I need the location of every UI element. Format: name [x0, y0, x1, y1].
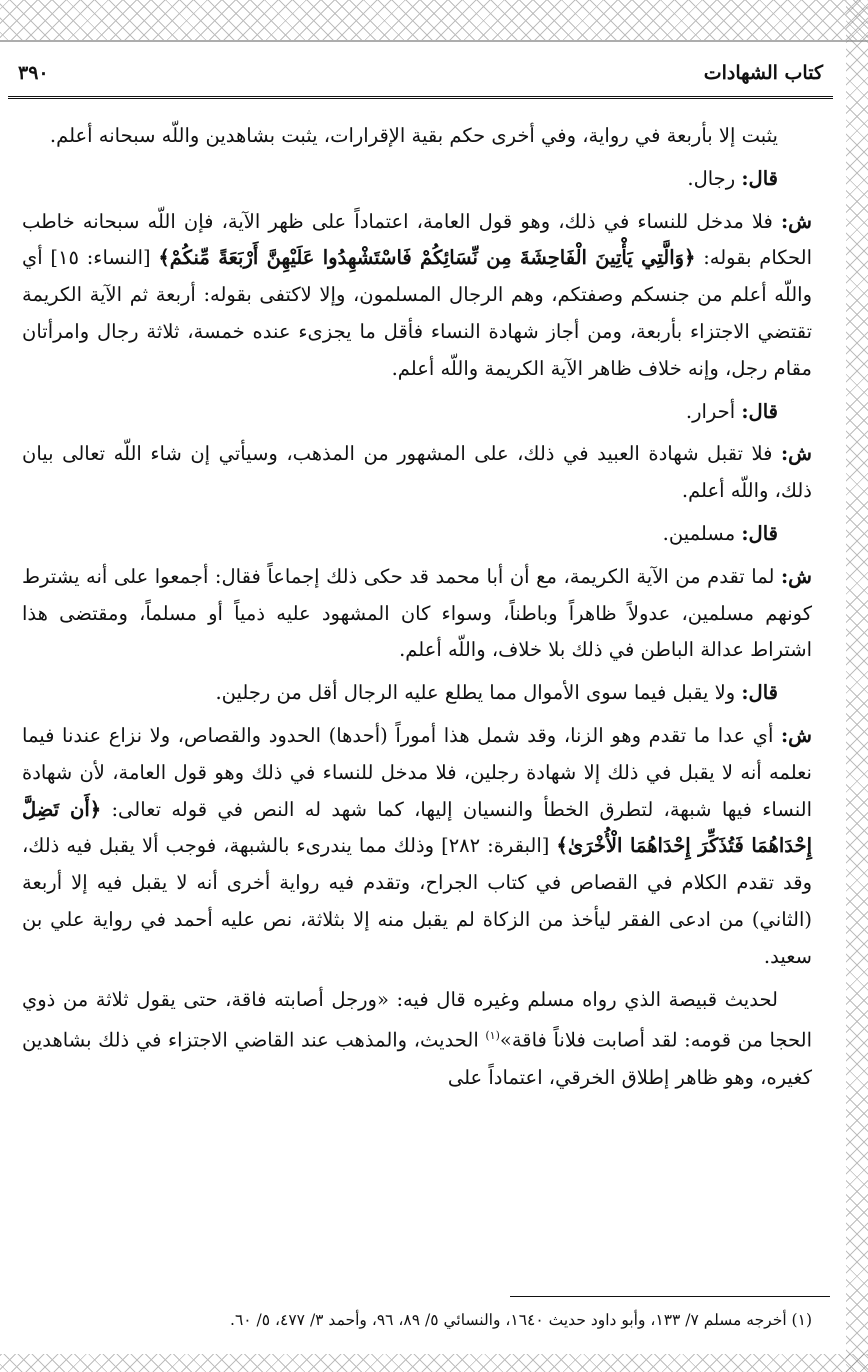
quran-verse: ﴿أَن تَضِلَّ إِحْدَاهُمَا فَتُذَكِّرَ إِحْدَاهُمَا الْأُخْرَىٰ﴾	[22, 797, 812, 858]
speaker-label: قال:	[741, 399, 778, 423]
page-number: ٣٩٠	[18, 62, 49, 84]
footnote-marker: (١)	[485, 1029, 500, 1043]
paragraph	[22, 718, 812, 976]
quran-verse: ﴿وَالَّتِي يَأْتِينَ الْفَاحِشَةَ مِن نِّسَائِكُمْ فَاسْتَشْهِدُوا عَلَيْهِنَّ أَرْبَعَةً مِّنكُمْ﴾	[158, 246, 696, 270]
book-title: كتاب الشهادات	[703, 62, 823, 84]
paragraph-text: لما تقدم من الآية الكريمة، مع أن أبا محمد قد حكى ذلك إجماعاً فقال: أجمعوا على أنه يشترط كونهم مسلمين، عدولاً ظاهراً وباطناً، وسواء كان المشهود عليه ذمياً أو مسلماً، ومقتضى هذا اشتراط عدالة الباطن في ذلك بلا خلاف، واللّه أعلم.	[22, 564, 812, 662]
speaker-label: ش:	[780, 723, 812, 747]
paragraph-text: لحديث قبيصة الذي رواه مسلم وغيره قال فيه: «ورجل أصابته فاقة، حتى يقول ثلاثة من ذوي الحجا من قومه: لقد أصابت فلاناً فاقة»	[22, 987, 812, 1052]
paragraph-text: رجال.	[687, 166, 736, 190]
paragraph	[22, 436, 812, 510]
paragraph-text: أي عدا ما تقدم وهو الزنا، وقد شمل هذا أموراً (أحدها) الحدود والقصاص، ولا نزاع عندنا فيما نعلمه أنه لا يقبل في ذلك إلا شهادة رجلين، فلا مدخل للنساء في ذلك وهو قول العامة، لأن شهادة النساء فيها شبهة، لتطرق الخطأ والنسيان إليها، كما شهد له النص في قوله تعالى:	[22, 723, 813, 821]
speaker-label: قال:	[741, 681, 778, 705]
speaker-label: ش:	[780, 209, 812, 233]
paragraph-text-cont: [البقرة: ٢٨٢] وذلك مما يندرىء بالشبهة، فوجب ألا يقبل فيه ذلك، وقد تقدم الكلام في القصاص في كتاب الجراح، وتقدم فيه رواية أخرى أنه لا يقبل فيه إلا أربعة (الثاني) من ادعى الفقر ليأخذ من الزكاة لم يقبل منه إلا بثلاثة، نص عليه أحمد في رواية علي بن سعيد.	[22, 834, 812, 968]
speaker-label: ش:	[780, 564, 812, 588]
ornamental-border-right	[846, 0, 868, 1372]
paragraph	[22, 982, 812, 1097]
page-body	[22, 118, 812, 1102]
paragraph	[22, 118, 812, 155]
footnote-rule	[510, 1296, 830, 1297]
footnote: (١) أخرجه مسلم ٧/ ١٣٣، وأبو داود حديث ١٦٤٠، والنسائي ٥/ ٨٩، ٩٦، وأحمد ٣/ ٤٧٧، ٥/ ٦٠.	[230, 1311, 812, 1329]
paragraph-text: مسلمين.	[662, 521, 736, 545]
paragraph-text: أحرار.	[685, 399, 736, 423]
paragraph	[22, 675, 812, 712]
speaker-label: قال:	[741, 521, 778, 545]
ornamental-border-bottom	[0, 1354, 868, 1372]
paragraph	[22, 559, 812, 669]
paragraph-text: فلا مدخل للنساء في ذلك، وهو قول العامة، اعتماداً على ظهر الآية، فإن اللّه سبحانه خاطب الحكام بقوله:	[22, 209, 812, 270]
border-line	[0, 40, 868, 42]
speaker-label: قال:	[741, 166, 778, 190]
paragraph	[22, 516, 812, 553]
paragraph-text-cont: الحديث، والمذهب عند القاضي الاجتزاء في ذلك بشاهدين كغيره، وهو ظاهر إطلاق الخرقي، اعتماداً على	[22, 1028, 812, 1089]
paragraph	[22, 204, 812, 388]
paragraph-text-cont: [النساء: ١٥] أي واللّه أعلم من جنسكم وصفتكم، وهم الرجال المسلمون، وإلا لاكتفى بقوله: أربعة ثم الآية الكريمة تقتضي الاجتزاء بأربعة، ومن أجاز شهادة النساء فأقل ما يجزىء عنده خمسة، ثلاثة رجال وامرأتان مقام رجل، وإنه خلاف ظاهر الآية الكريمة واللّه أعلم.	[22, 246, 812, 380]
speaker-label: ش:	[780, 442, 812, 466]
paragraph-text: فلا تقبل شهادة العبيد في ذلك، على المشهور من المذهب، وسيأتي إن شاء اللّه تعالى بيان ذلك، واللّه أعلم.	[22, 442, 812, 503]
header-rule	[8, 96, 833, 99]
ornamental-border-top	[0, 0, 868, 40]
paragraph-text: ولا يقبل فيما سوى الأموال مما يطلع عليه الرجال أقل من رجلين.	[215, 681, 736, 705]
paragraph	[22, 394, 812, 431]
paragraph-text: يثبت إلا بأربعة في رواية، وفي أخرى حكم بقية الإقرارات، يثبت بشاهدين واللّه سبحانه أعلم.	[49, 124, 778, 147]
paragraph	[22, 161, 812, 198]
